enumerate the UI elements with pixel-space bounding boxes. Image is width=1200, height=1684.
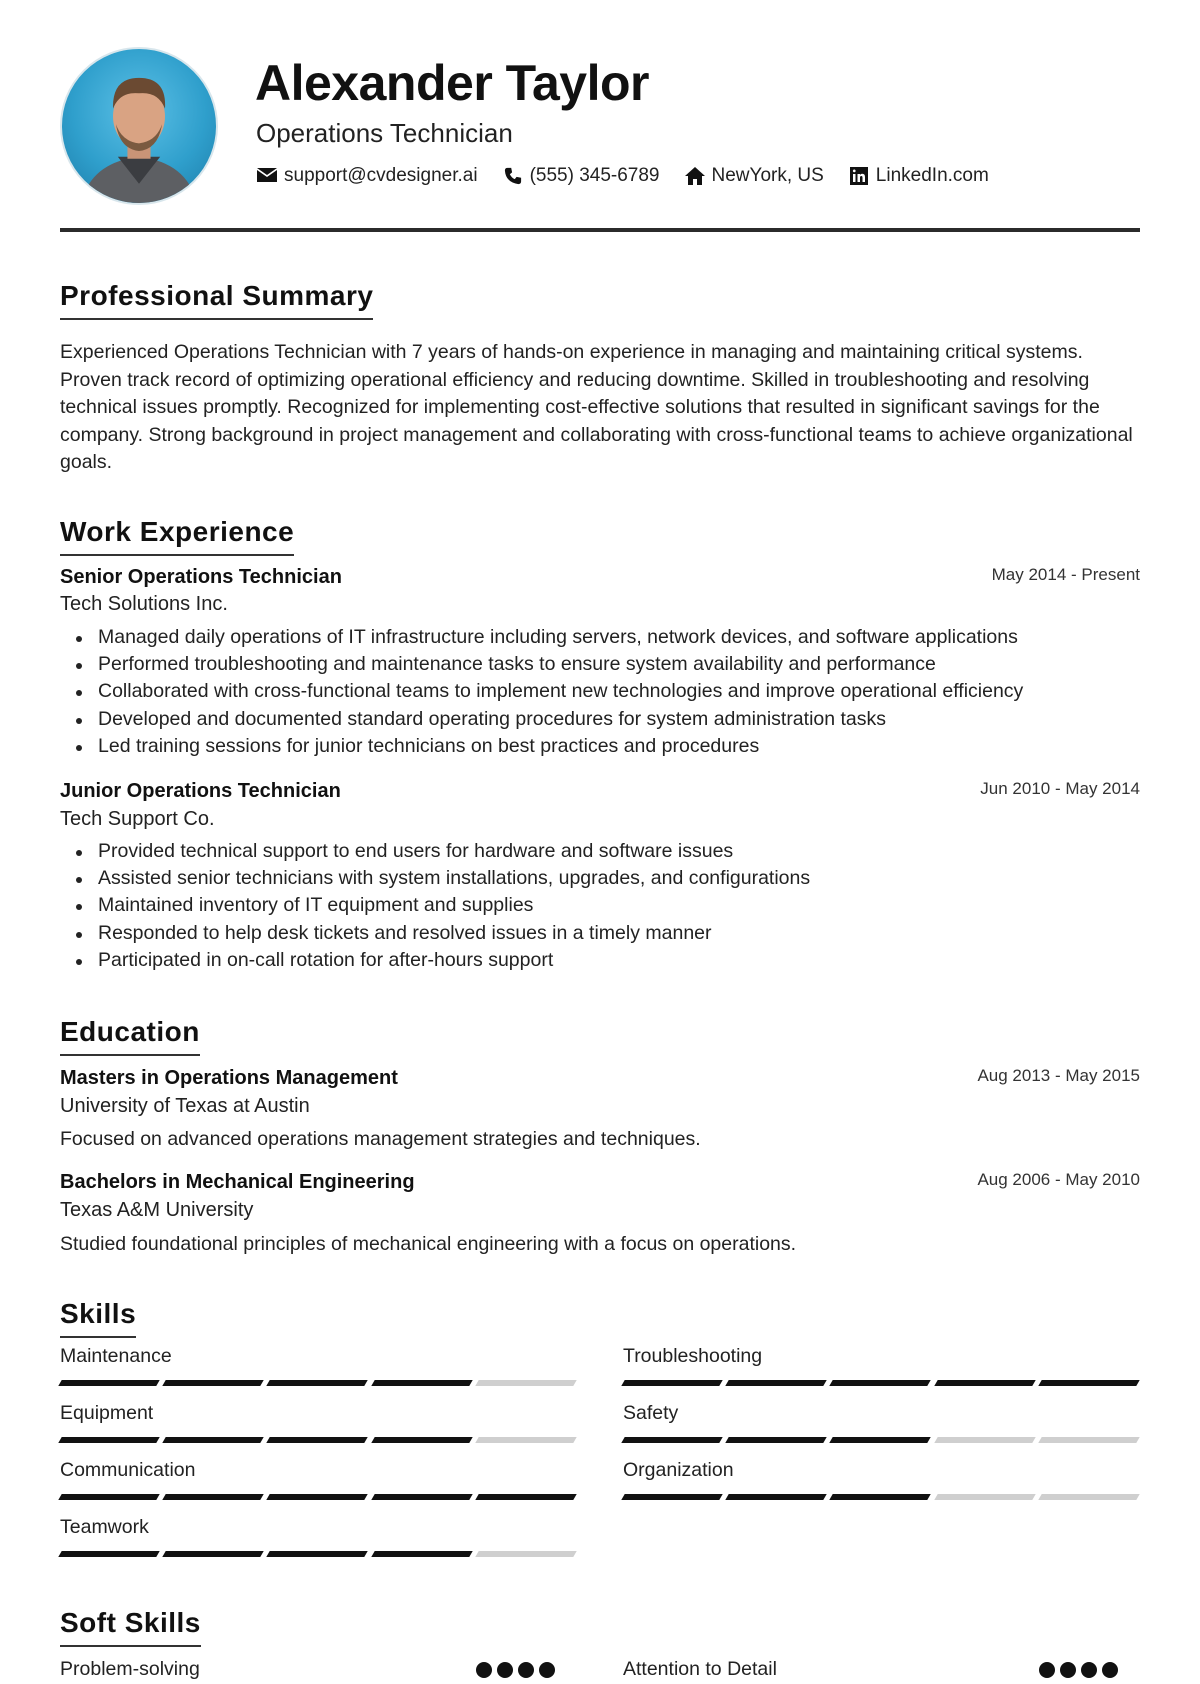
skill-level-segment	[267, 1380, 369, 1386]
skill-level-segment	[830, 1437, 932, 1443]
school-name: University of Texas at Austin	[60, 1095, 310, 1117]
skill-level-bar	[60, 1494, 575, 1500]
list-item: Assisted senior technicians with system installations, upgrades, and configurations	[60, 865, 1140, 892]
skill-level-segment	[934, 1437, 1036, 1443]
rating-dot	[497, 1662, 513, 1678]
rating-dot	[476, 1662, 492, 1678]
list-item: Responded to help desk tickets and resolved issues in a timely manner	[60, 920, 1140, 947]
skill-level-segment	[475, 1437, 577, 1443]
skill-level-segment	[1038, 1437, 1140, 1443]
job-company: Tech Solutions Inc.	[60, 593, 228, 615]
education-heading: Education	[60, 1018, 200, 1056]
contact-linkedin[interactable]	[848, 165, 989, 187]
job-title: Senior Operations Technician	[60, 566, 342, 588]
job-title: Junior Operations Technician	[60, 780, 341, 802]
skill-level-segment	[725, 1380, 827, 1386]
skill-level-segment	[58, 1494, 160, 1500]
contact-list	[256, 165, 1013, 187]
skill-level-segment	[371, 1494, 473, 1500]
skill-item	[623, 1461, 1138, 1500]
skill-level-segment	[162, 1380, 264, 1386]
skill-item	[623, 1347, 1138, 1386]
skill-level-segment	[621, 1437, 723, 1443]
skill-level-segment	[371, 1551, 473, 1557]
skill-level-segment	[830, 1494, 932, 1500]
soft-skill-rating	[476, 1662, 555, 1678]
job-bullets	[60, 624, 1140, 760]
job-dates: May 2014 - Present	[991, 565, 1140, 584]
contact-email[interactable]	[256, 165, 478, 187]
degree-description: Focused on advanced operations management strategies and techniques.	[60, 1128, 701, 1150]
contact-location-text: NewYork, US	[711, 165, 824, 186]
skill-level-segment	[621, 1380, 723, 1386]
soft-skill-item	[623, 1660, 1118, 1680]
rating-dot	[539, 1662, 555, 1678]
job-dates: Jun 2010 - May 2014	[980, 779, 1140, 798]
job-bullets	[60, 838, 1140, 974]
skill-level-bar	[623, 1494, 1138, 1500]
skill-level-segment	[267, 1494, 369, 1500]
list-item: Managed daily operations of IT infrastructure including servers, network devices, and software applications	[60, 624, 1140, 651]
summary-heading: Professional Summary	[60, 282, 373, 320]
contact-location	[684, 165, 824, 187]
experience-heading: Work Experience	[60, 518, 294, 556]
skill-name: Communication	[60, 1459, 196, 1481]
skill-item	[623, 1404, 1138, 1443]
skill-level-segment	[267, 1437, 369, 1443]
skill-name: Teamwork	[60, 1516, 149, 1538]
skill-level-segment	[371, 1437, 473, 1443]
degree-title: Bachelors in Mechanical Engineering	[60, 1171, 415, 1193]
skill-level-segment	[267, 1551, 369, 1557]
skill-level-segment	[934, 1494, 1036, 1500]
candidate-name: Alexander Taylor	[255, 55, 650, 111]
rating-dot	[518, 1662, 534, 1678]
skill-level-segment	[1038, 1380, 1140, 1386]
linkedin-icon	[848, 166, 870, 186]
skill-level-segment	[1038, 1494, 1140, 1500]
profile-photo	[62, 49, 216, 203]
skill-level-segment	[371, 1380, 473, 1386]
skill-name: Troubleshooting	[623, 1345, 763, 1367]
skill-level-segment	[58, 1380, 160, 1386]
skill-level-segment	[934, 1380, 1036, 1386]
skill-level-segment	[58, 1551, 160, 1557]
skill-name: Organization	[623, 1459, 734, 1481]
skill-level-segment	[162, 1494, 264, 1500]
skill-level-bar	[623, 1380, 1138, 1386]
skill-level-bar	[60, 1551, 575, 1557]
contact-email-text: support@cvdesigner.ai	[284, 165, 478, 186]
job-company: Tech Support Co.	[60, 808, 215, 830]
skill-level-segment	[725, 1437, 827, 1443]
header-divider	[60, 228, 1140, 232]
school-name: Texas A&M University	[60, 1199, 254, 1221]
list-item: Developed and documented standard operating procedures for system administration tasks	[60, 706, 1140, 733]
candidate-title: Operations Technician	[256, 118, 513, 148]
skill-level-segment	[475, 1380, 577, 1386]
list-item: Provided technical support to end users for hardware and software issues	[60, 838, 1140, 865]
rating-dot	[1039, 1662, 1055, 1678]
contact-phone[interactable]	[502, 165, 660, 187]
soft-skill-name: Problem-solving	[60, 1658, 200, 1680]
skill-level-segment	[475, 1551, 577, 1557]
soft-skills-heading: Soft Skills	[60, 1609, 201, 1647]
skill-name: Safety	[623, 1402, 679, 1424]
skill-item	[60, 1461, 575, 1500]
contact-linkedin-text: LinkedIn.com	[875, 165, 989, 186]
rating-dot	[1060, 1662, 1076, 1678]
skill-level-segment	[725, 1494, 827, 1500]
skills-heading: Skills	[60, 1300, 136, 1338]
home-icon	[684, 166, 706, 186]
list-item: Maintained inventory of IT equipment and supplies	[60, 892, 1140, 919]
list-item: Collaborated with cross-functional teams to implement new technologies and improve operational efficiency	[60, 678, 1140, 705]
skill-level-bar	[60, 1380, 575, 1386]
skill-level-bar	[60, 1437, 575, 1443]
degree-dates: Aug 2013 - May 2015	[977, 1066, 1140, 1085]
phone-icon	[502, 166, 524, 186]
envelope-icon	[256, 166, 278, 186]
soft-skill-rating	[1039, 1662, 1118, 1678]
skill-level-segment	[475, 1494, 577, 1500]
list-item: Performed troubleshooting and maintenance tasks to ensure system availability and performance	[60, 651, 1140, 678]
rating-dot	[1102, 1662, 1118, 1678]
list-item: Led training sessions for junior technicians on best practices and procedures	[60, 733, 1140, 760]
summary-text: Experienced Operations Technician with 7 years of hands-on experience in managing and maintaining critical systems. Proven track record of optimizing operational efficiency and reducing downtime. Skilled in troubleshooting and resolving technical issues promptly. Recognized for implementing cost-effective solutions that resulted in significant savings for the company. Strong background in project management and collaborating with cross-functional teams to achieve organizational goals.	[60, 341, 1133, 473]
degree-dates: Aug 2006 - May 2010	[977, 1170, 1140, 1189]
skill-item	[60, 1404, 575, 1443]
skill-level-segment	[830, 1380, 932, 1386]
skill-level-segment	[58, 1437, 160, 1443]
soft-skill-item	[60, 1660, 555, 1680]
skill-level-segment	[162, 1437, 264, 1443]
skill-level-bar	[623, 1437, 1138, 1443]
contact-phone-text: (555) 345-6789	[529, 165, 660, 186]
skill-name: Maintenance	[60, 1345, 172, 1367]
skill-level-segment	[621, 1494, 723, 1500]
skill-item	[60, 1518, 575, 1557]
list-item: Participated in on-call rotation for after-hours support	[60, 947, 1140, 974]
avatar	[60, 47, 218, 205]
degree-description: Studied foundational principles of mechanical engineering with a focus on operations.	[60, 1233, 797, 1255]
skill-item	[60, 1347, 575, 1386]
degree-title: Masters in Operations Management	[60, 1067, 398, 1089]
skill-name: Equipment	[60, 1402, 154, 1424]
soft-skill-name: Attention to Detail	[623, 1658, 777, 1680]
skill-level-segment	[162, 1551, 264, 1557]
rating-dot	[1081, 1662, 1097, 1678]
